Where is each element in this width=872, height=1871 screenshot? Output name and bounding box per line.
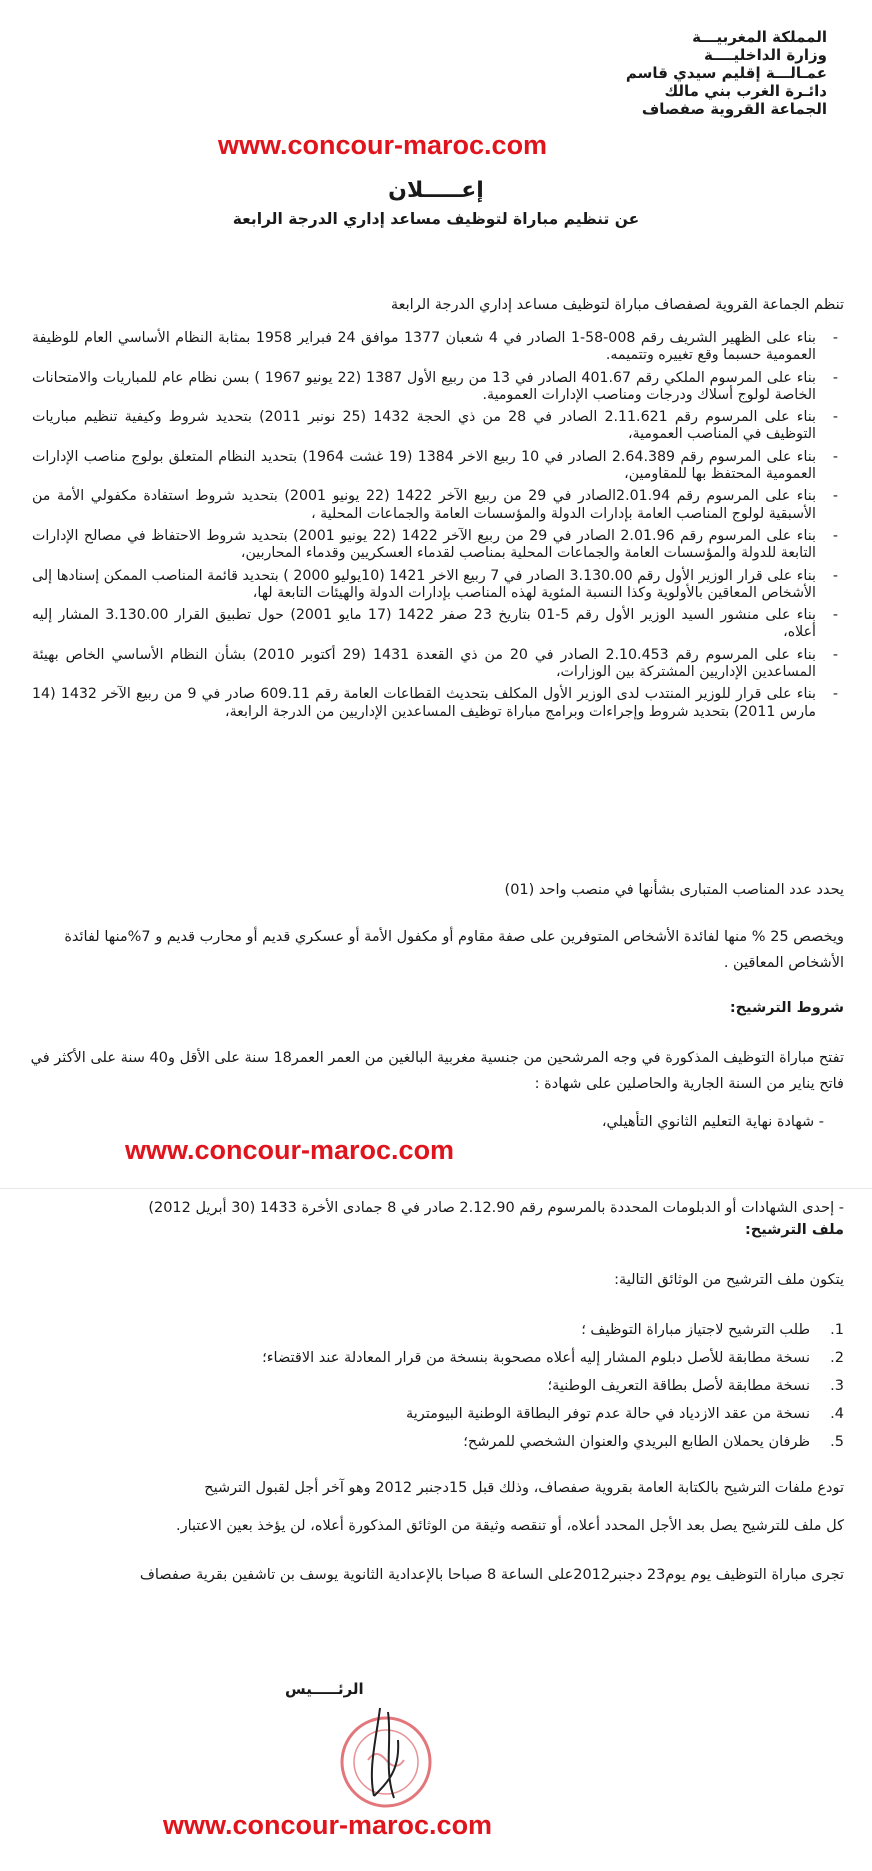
deposit-deadline: تودع ملفات الترشيح بالكتابة العامة بقروية صفصاف، وذلك قبل 15دجنبر 2012 وهو آخر أجل لقبول الترشيح (204, 1480, 844, 1496)
document-header (527, 28, 827, 118)
conditions-text: تفتح مباراة التوظيف المذكورة في وجه المرشحين من جنسية مغربية البالغين من العمر العمر18 سنة على الأقل و40 سنة على الأكثر في فاتح يناير من السنة الجارية والحاصلين على شهادة : (30, 1050, 844, 1092)
official-seal-stamp (318, 1700, 458, 1820)
scan-seam (0, 1188, 872, 1189)
legal-basis-item: - بناء على المرسوم رقم 2.11.621 الصادر في 28 من ذي الحجة 1432 (25 نونبر 2011) بتحديد شروط وكيفية تنظيم مباريات التوظيف في المناصب العمومية، (32, 409, 844, 444)
announcement-intro: تنظم الجماعة القروية لصفصاف مباراة لتوظيف مساعد إداري الدرجة الرابعة (390, 297, 844, 313)
required-documents-list (64, 1316, 844, 1456)
legal-basis-item: - بناء على قرار للوزير المنتدب لدى الوزير الأول المكلف بتحديث القطاعات العامة رقم 609.11 صادر في 9 من ربيع الآخر 1432 (14 مارس 2011) بتحديد شروط وإجراءات وبرامج مباراة توظيف المساعدين الإداريين من الدرجة الرابعة، (32, 686, 844, 721)
document-item: 2.نسخة مطابقة للأصل دبلوم المشار إليه أعلاه مصحوبة بنسخة من قرار المعادلة عند الاقتضاء؛ (262, 1350, 844, 1366)
legal-basis-item: - بناء على الظهير الشريف رقم 008-58-1 الصادر في 4 شعبان 1377 موافق 24 فبراير 1958 بمثابة النظام الأساسي العام للوظيفة العمومية حسبما وقع تغييره وتتميمه. (32, 330, 844, 365)
watermark-url-middle: www.concour-maroc.com (125, 1135, 455, 1165)
conditions-heading: شروط الترشيح: (729, 1000, 844, 1016)
file-heading: ملف الترشيح: (745, 1222, 844, 1238)
announcement-title: إعـــــلان (388, 178, 484, 203)
exam-date-place: تجرى مباراة التوظيف يوم يوم23 دجنبر2012على الساعة 8 صباحا بالإعدادية الثانوية يوسف بن تاشفين بقرية صفصاف (139, 1567, 844, 1583)
rejection-notice: كل ملف للترشيح يصل بعد الأجل المحدد أعلاه، أو تنقصه وثيقة من الوثائق المذكورة أعلاه، لن يؤخذ بعين الاعتبار. (176, 1518, 844, 1534)
announcement-subtitle: عن تنظيم مباراة لتوظيف مساعد إداري الدرجة الرابعة (232, 210, 640, 228)
signature-title: الرئـــــيس (285, 1680, 364, 1698)
legal-basis-item: - بناء على المرسوم رقم 2.10.453 الصادر في 20 من ذي القعدة 1431 (29 أكتوبر 2010) بشأن النظام الأساسي الخاص بهيئة المساعدين الإداريين المشتركة بين الوزارات، (32, 647, 844, 682)
document-item: 4.نسخة من عقد الازدياد في حالة عدم توفر البطاقة الوطنية البيومترية (405, 1406, 844, 1422)
legal-basis-item: - بناء على المرسوم رقم 2.64.389 الصادر في 10 ربيع الاخر 1384 (19 غشت 1964) بتحديد النظام المتعلق بولوج مناصب الإدارات العمومية المحتفظ بها للمقاومين، (32, 449, 844, 484)
watermark-url-bottom: www.concour-maroc.com (163, 1810, 493, 1840)
seal-outer-ring (342, 1718, 430, 1806)
handwritten-signature (372, 1708, 398, 1798)
document-item: 3.نسخة مطابقة لأصل بطاقة التعريف الوطنية؛ (547, 1378, 844, 1394)
header-line-commune: الجماعة القروية صفصاف (641, 100, 827, 118)
header-line-province: عمـالـــة إقليم سيدي قاسم (625, 64, 827, 82)
legal-basis-item: - بناء على قرار الوزير الأول رقم 3.130.00 الصادر في 7 ربيع الاخر 1421 (10يوليو 2000 ) بتحديد قائمة المناصب الممكن إسنادها إلى الأشخاص المعاقين بالأولوية وكذا النسبة المئوية لهذه المناصب بإدارات الدولة والهيئات التابعة لها، (32, 568, 844, 603)
header-line-ministry: وزارة الداخليــــة (703, 46, 827, 64)
diploma-item-2: - إحدى الشهادات أو الدبلومات المحددة بالمرسوم رقم 2.12.90 صادر في 8 جمادى الأخرة 1433 (30 أبريل 2012) (148, 1200, 844, 1216)
document-item: 1.طلب الترشيح لاجتياز مباراة التوظيف ؛ (581, 1322, 844, 1338)
diploma-1-text: شهادة نهاية التعليم الثانوي التأهيلي، (601, 1114, 815, 1130)
legal-basis-item: - بناء على المرسوم الملكي رقم 401.67 الصادر في 13 من ربيع الأول 1387 (22 يونيو 1967 ) بسن نظام عام للمباريات والامتحانات الخاصة لولوج أسلاك ودرجات ومناصب الإدارات العمومية. (32, 370, 844, 405)
positions-count: يحدد عدد المناصب المتبارى بشأنها في منصب واحد (01) (504, 882, 844, 898)
file-intro: يتكون ملف الترشيح من الوثائق التالية: (614, 1272, 844, 1288)
legal-basis-item: - بناء على المرسوم رقم 2.01.94الصادر في 29 من ربيع الآخر 1422 (22 يونيو 2001) بتحديد شروط استفادة مكفولي الأمة من الأسبقية لولوج المناصب العامة بإدارات الدولة والمؤسسات العامة والجماعات المحلية ، (32, 488, 844, 523)
header-line-kingdom: المملكة المغربيـــة (692, 28, 827, 46)
legal-basis-list (32, 330, 844, 726)
legal-basis-item: - بناء على منشور السيد الوزير الأول رقم 5-01 بتاريخ 23 صفر 1422 (17 مايو 2001) حول تطبيق القرار 3.130.00 المشار إليه أعلاه، (32, 607, 844, 642)
diploma-item-1: - شهادة نهاية التعليم الثانوي التأهيلي، (601, 1114, 824, 1130)
legal-basis-item: - بناء على المرسوم رقم 2.01.96 الصادر في 29 من ربيع الآخر 1422 (22 يونيو 2001) بتحديد شروط الاحتفاظ في مصالح الإدارات التابعة للدولة والمؤسسات العامة والجماعات المحلية بمناصب لقدماء العسكريين وقدماء المحاربين، (32, 528, 844, 563)
watermark-url-top: www.concour-maroc.com (218, 130, 548, 160)
header-line-circle: دائـرة الغرب بني مالك (664, 82, 827, 100)
quota-text: ويخصص 25 % منها لفائدة الأشخاص المتوفرين على صفة مقاوم أو مكفول الأمة أو عسكري قديم أو محارب قديم و 7%منها لفائدة الأشخاص المعاقين . (64, 929, 844, 971)
document-item: 5.ظرفان يحملان الطابع البريدي والعنوان الشخصي للمرشح؛ (463, 1434, 844, 1450)
